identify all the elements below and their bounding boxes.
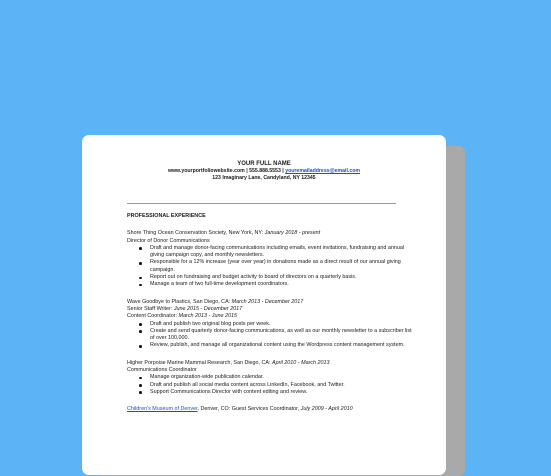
address-line: 123 Imaginary Lane, Candyland, NY 12345 <box>212 175 316 181</box>
job-org-line <box>127 406 417 413</box>
bullet-item: Support Communications Director with content editing and review. <box>150 389 417 396</box>
bullet-item: Manage organization-wide publication calendar. <box>150 374 417 381</box>
job-title-dates: March 2013 - June 2015 <box>178 313 237 320</box>
job-title: Senior Staff Writer: <box>127 305 173 312</box>
job-org-link[interactable]: Children's Museum of Denver <box>127 406 198 413</box>
bullet-item: Responsible for a 12% increase (year over year) in donations made as a direct result of our annual giving campaign. <box>150 259 417 274</box>
resume-page <box>82 135 446 475</box>
job-org-line <box>127 299 417 306</box>
job-org-line <box>127 230 417 237</box>
job-entry <box>127 406 417 413</box>
phone-text: 555.888.5553 <box>249 168 281 174</box>
job-bullets <box>127 321 417 350</box>
job-title: Communications Coordinator <box>127 367 197 374</box>
website-text: www.yourportfoliowebsite.com <box>167 168 245 174</box>
resume-header <box>82 160 446 182</box>
bullet-item: Draft and publish two original blog posts per week. <box>150 321 417 328</box>
separator: | <box>246 168 250 174</box>
email-link[interactable]: youremailaddress@email.com <box>285 168 361 174</box>
contact-line <box>82 168 446 175</box>
job-title-dates: June 2015 - December 2017 <box>173 305 243 312</box>
job-entry <box>127 299 417 350</box>
job-org: , Denver, CO: <box>197 406 231 413</box>
job-bullets <box>127 245 417 289</box>
separator: | <box>282 168 286 174</box>
job-title-line <box>127 313 417 320</box>
bullet-item: Draft and manage donor-facing communications including emails, event invitations, fundraising and annual giving campaign copy, and monthly newsletters. <box>150 245 417 260</box>
bullet-item: Draft and publish all social media content across LinkedIn, Facebook, and Twitter. <box>150 382 417 389</box>
job-role: Guest Services Coordinator, <box>231 406 300 413</box>
job-entry <box>127 230 417 288</box>
job-title-line <box>127 306 417 313</box>
resume-name: YOUR FULL NAME <box>237 161 291 167</box>
job-org: Higher Porpoise Marine Mammal Research, San Diego, CA: <box>127 359 271 366</box>
job-dates: March 2013 - December 2017 <box>231 298 304 305</box>
job-org: Shore Thing Ocean Conservation Society, New York, NY: <box>127 230 264 237</box>
job-org-line <box>127 360 417 367</box>
job-org: Wave Goodbye to Plastics, San Diego, CA: <box>127 298 231 305</box>
job-bullets <box>127 374 417 396</box>
job-dates: July 2009 - April 2010 <box>300 406 353 413</box>
job-dates: January 2018 - present <box>264 230 321 237</box>
bullet-item: Review, publish, and manage all organizational content using the Wordpress content management system. <box>150 342 417 349</box>
job-title: Content Coordinator: <box>127 313 178 320</box>
bullet-item: Create and send quarterly donor-facing communications, as well as our monthly newsletter to a subscriber list of over 100,000. <box>150 328 417 343</box>
bullet-item: Manage a team of two full-time development coordinators. <box>150 281 417 288</box>
job-entry <box>127 360 417 396</box>
job-title: Director of Donor Communications <box>127 237 210 244</box>
job-dates: April 2010 - March 2013 <box>272 359 330 366</box>
bullet-item: Report out on fundraising and budget activity to board of directors on a quarterly basis. <box>150 274 417 281</box>
header-divider <box>127 203 396 204</box>
section-title-experience: PROFESSIONAL EXPERIENCE <box>127 213 206 219</box>
